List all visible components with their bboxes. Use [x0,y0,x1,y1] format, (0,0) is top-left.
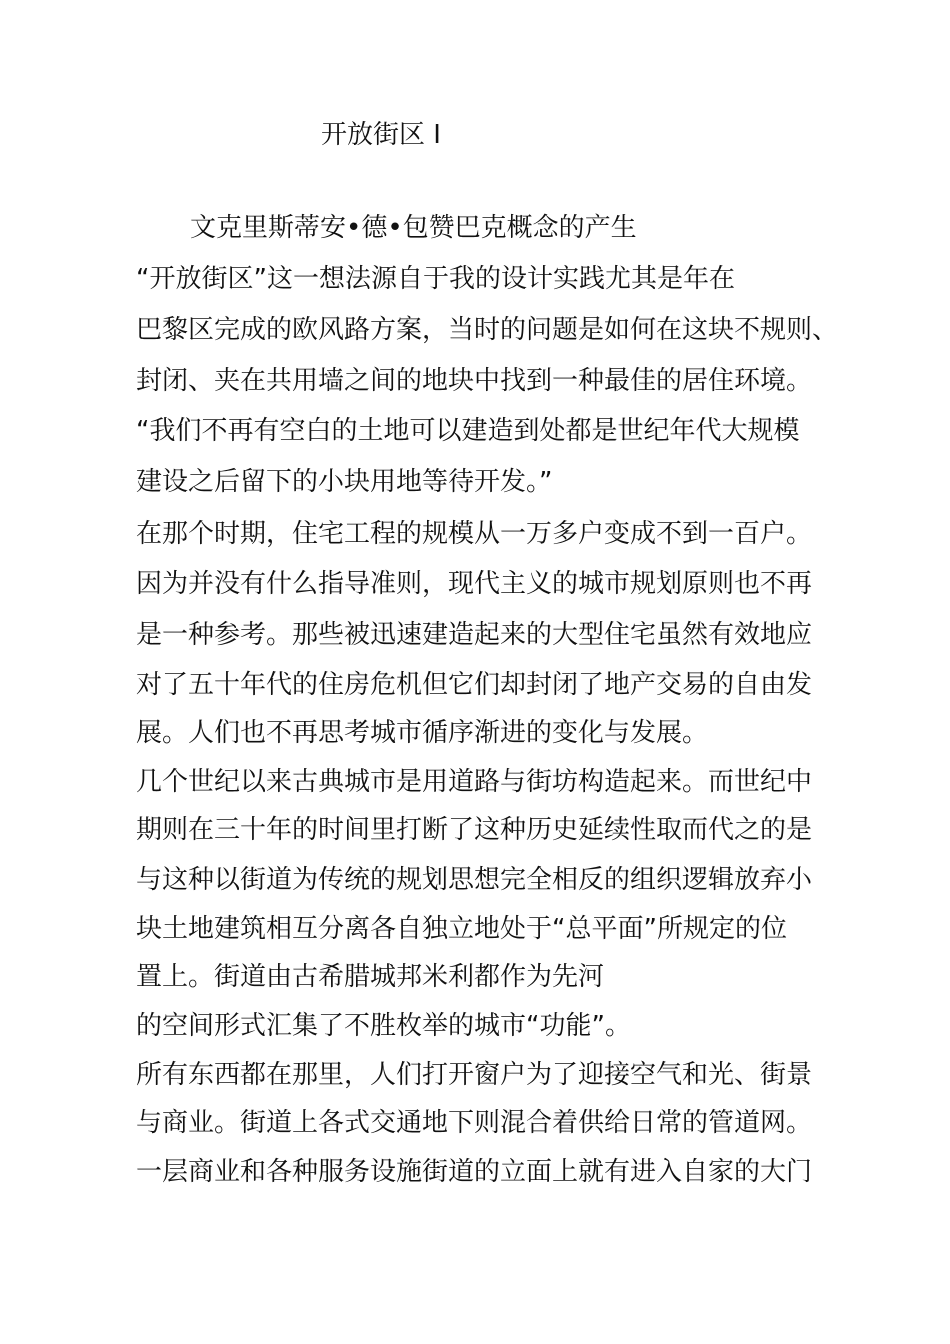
paragraph-line: 因为并没有什么指导准则，现代主义的城市规划原则也不再 [136,569,813,599]
paragraph-line: 对了五十年代的住房危机但它们却封闭了地产交易的自由发 [136,670,813,700]
paragraph-line: “我们不再有空白的土地可以建造到处都是世纪年代大规模 [136,416,800,446]
paragraph-line: 块土地建筑相互分离各自独立地处于“总平面”所规定的位 [136,914,787,944]
paragraph-line: “开放街区”这一想法源自于我的设计实践尤其是年在 [136,264,735,294]
paragraph-line: 期则在三十年的时间里打断了这种历史延续性取而代之的是 [136,815,813,845]
paragraph-line: 所有东西都在那里，人们打开窗户为了迎接空气和光、街景 [136,1060,813,1090]
paragraph-line: 的空间形式汇集了不胜枚举的城市“功能”。 [136,1011,631,1041]
paragraph-line: 置上。街道由古希腊城邦米利都作为先河 [136,962,605,992]
paragraph-line: 巴黎区完成的欧风路方案，当时的问题是如何在这块不规则、 [136,315,839,345]
paragraph-line: 与商业。街道上各式交通地下则混合着供给日常的管道网。 [136,1108,813,1138]
paragraph-line: 建设之后留下的小块用地等待开发。” [136,467,553,497]
document-subtitle: 文克里斯蒂安•德•包赞巴克概念的产生 [190,213,637,243]
paragraph-line: 展。人们也不再思考城市循序渐进的变化与发展。 [136,718,709,748]
document-title: 开放街区 I [321,120,441,150]
paragraph-line: 是一种参考。那些被迅速建造起来的大型住宅虽然有效地应 [136,620,813,650]
paragraph-line: 几个世纪以来古典城市是用道路与街坊构造起来。而世纪中 [136,767,813,797]
paragraph-line: 在那个时期，住宅工程的规模从一万多户变成不到一百户。 [136,519,813,549]
paragraph-line: 封闭、夹在共用墙之间的地块中找到一种最佳的居住环境。 [136,366,813,396]
paragraph-line: 一层商业和各种服务设施街道的立面上就有进入自家的大门 [136,1157,813,1187]
paragraph-line: 与这种以街道为传统的规划思想完全相反的组织逻辑放弃小 [136,865,813,895]
